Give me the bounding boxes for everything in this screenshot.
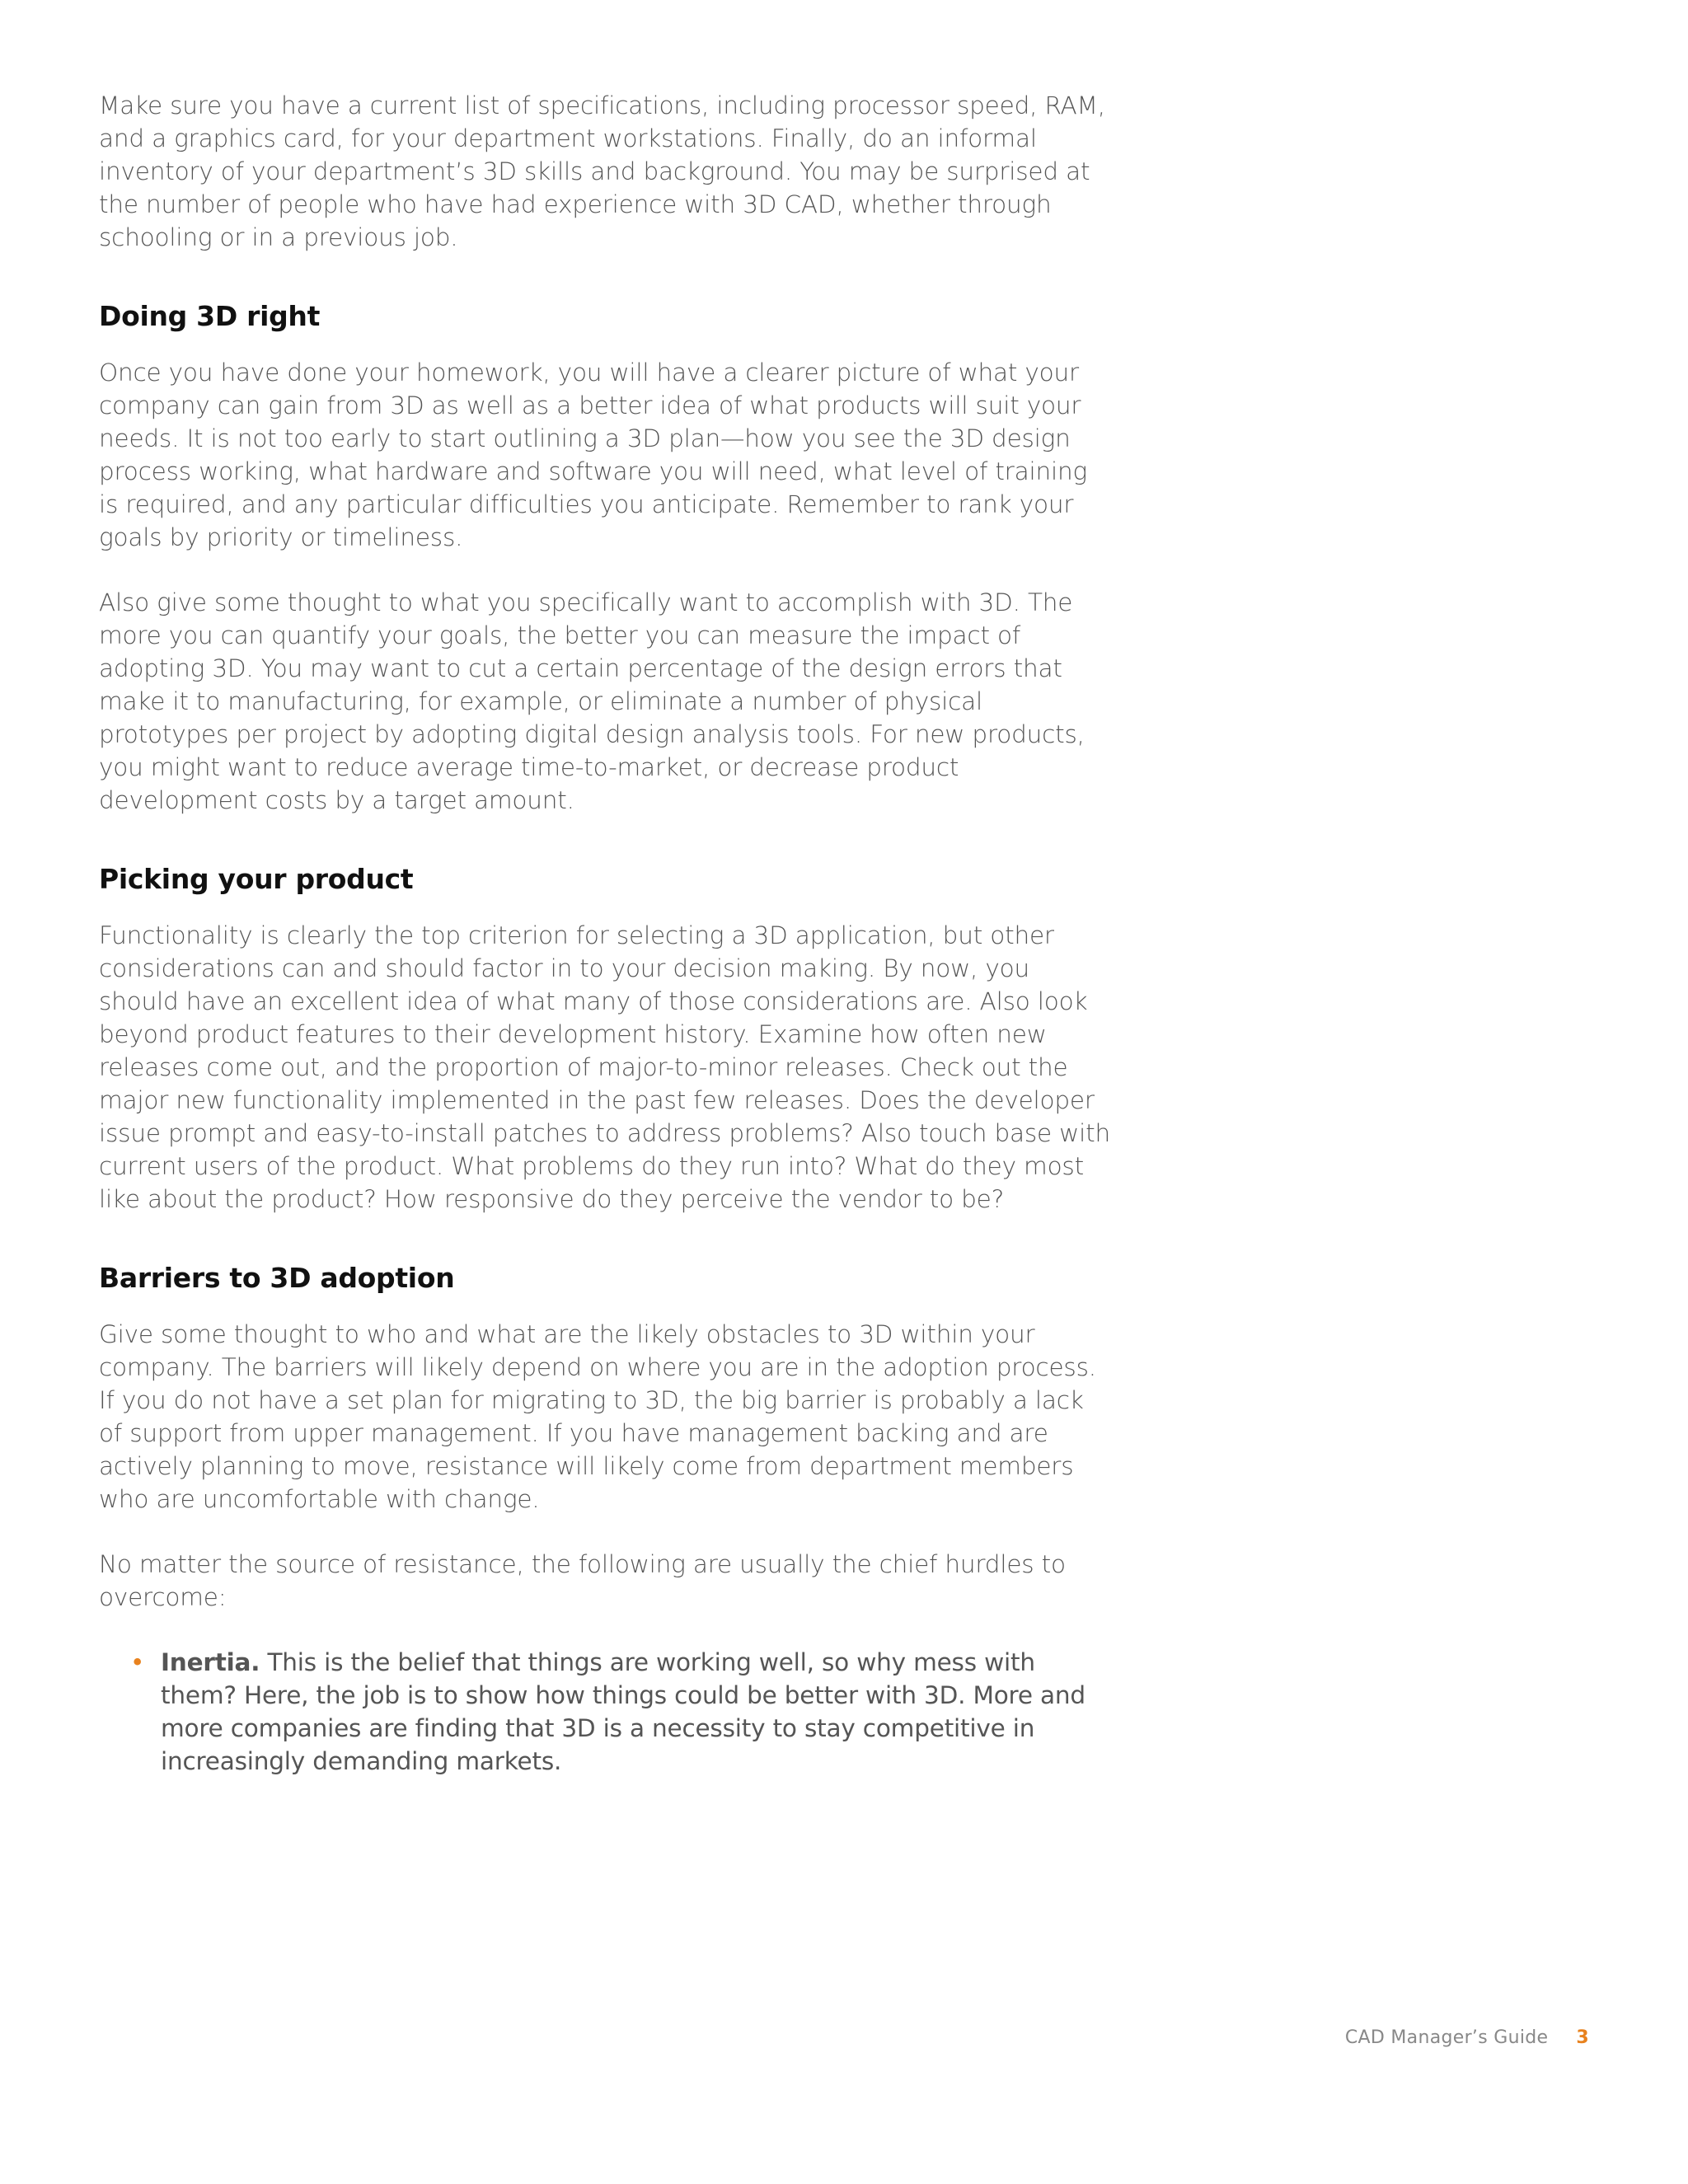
bullet-text: This is the belief that things are working well, so why mess with them? Here, the job is to show how things could be better with 3D. More and more companies are finding that 3D is a necessity to stay competitive in increasingly demanding markets. [161, 1648, 1085, 1775]
section-heading-doing-3d-right: Doing 3D right [99, 300, 321, 332]
document-body [99, 89, 1113, 1778]
section-heading-picking-your-product: Picking your product [99, 863, 414, 895]
list-item [99, 1646, 1113, 1778]
hurdles-list [99, 1646, 1113, 1778]
page-footer [1345, 2027, 1589, 2048]
paragraph: Also give some thought to what you specifically want to accomplish with 3D. The more you can quantify your goals, the better you can measure the impact of adopting 3D. You may want to cut a certain percentage of the design errors that make it to manufacturing, for example, or eliminate a number of physical prototypes per project by adopting digital design analysis tools. For new products, you might want to reduce average time-to-market, or decrease product development costs by a target amount. [99, 588, 1085, 814]
page-number: 3 [1576, 2027, 1589, 2048]
intro-paragraph: Make sure you have a current list of specifications, including processor speed, RAM, and a graphics card, for your department workstations. Finally, do an informal inventory of your department’s 3D skills and background. You may be surprised at the number of people who have had experience with 3D CAD, whether through schooling or in a previous job. [99, 91, 1105, 251]
footer-title: CAD Manager’s Guide [1344, 2027, 1549, 2048]
bullet-term: Inertia. [161, 1648, 260, 1676]
paragraph: No matter the source of resistance, the following are usually the chief hurdles to overcome: [99, 1550, 1066, 1611]
paragraph: Functionality is clearly the top criterion for selecting a 3D application, but other considerations can and should factor in to your decision making. By now, you should have an excellent idea of what many of those considerations are. Also look beyond product features to their development history. Examine how often new releases come out, and the proportion of major-to-minor releases. Check out the major new functionality implemented in the past few releases. Does the developer issue prompt and easy-to-install patches to address problems? Also touch base with current users of the product. What problems do they run into? What do they most like about the product? How responsive do they perceive the vendor to be? [99, 921, 1110, 1213]
bullet-icon: • [130, 1648, 145, 1676]
paragraph: Give some thought to who and what are the likely obstacles to 3D within your company. The barriers will likely depend on where you are in the adoption process. If you do not have a set plan for migrating to 3D, the big barrier is probably a lack of support from upper management. If you have management backing and are actively planning to move, resistance will likely come from department members who are uncomfortable with change. [99, 1320, 1096, 1513]
paragraph: Once you have done your homework, you will have a clearer picture of what your company can gain from 3D as well as a better idea of what products will suit your needs. It is not too early to start outlining a 3D plan—how you see the 3D design process working, what hardware and software you will need, what level of training is required, and any particular difficulties you anticipate. Remember to rank your goals by priority or timeliness. [99, 359, 1087, 551]
section-heading-barriers-to-3d-adoption: Barriers to 3D adoption [99, 1262, 455, 1294]
